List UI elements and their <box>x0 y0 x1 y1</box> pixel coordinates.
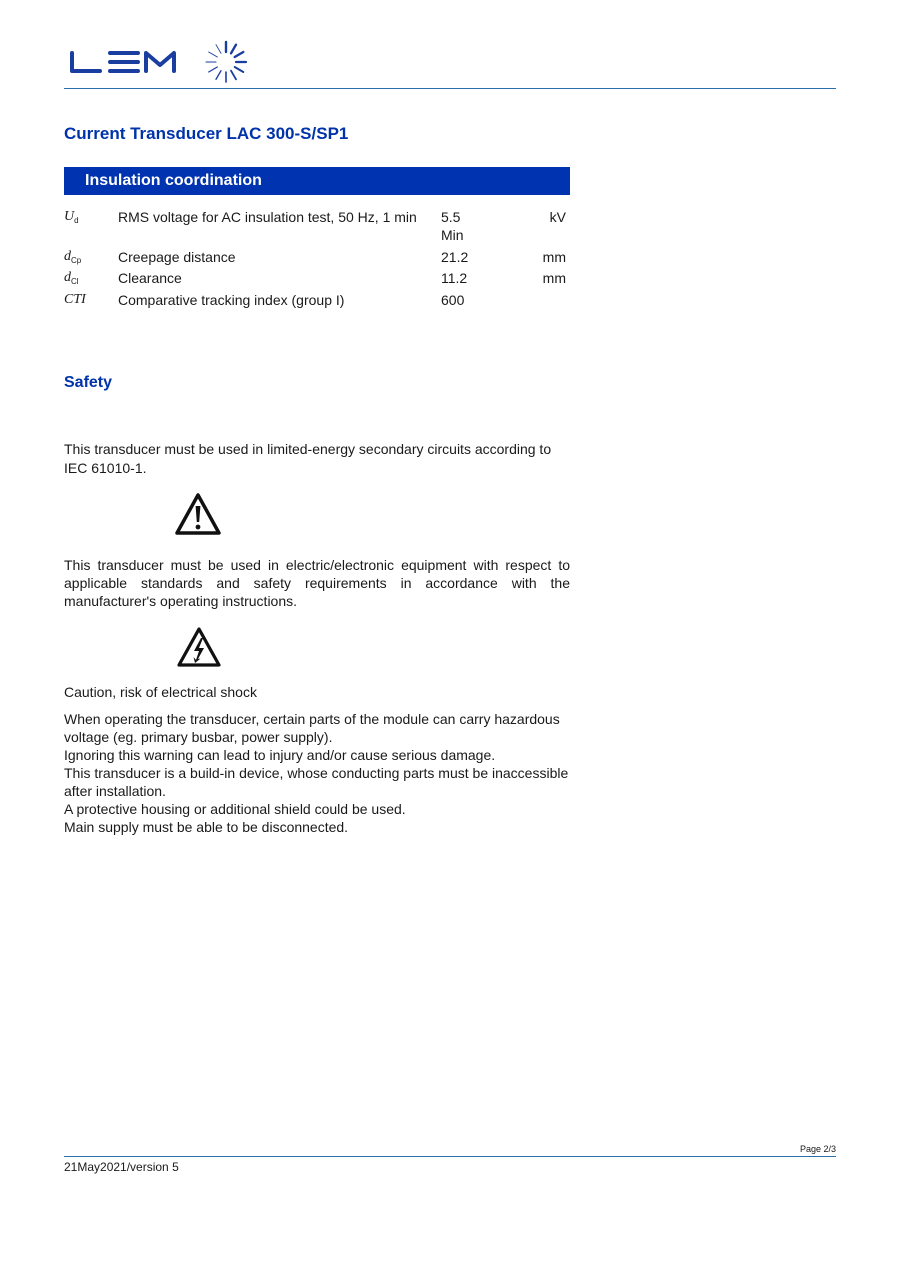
insulation-section-title: Insulation coordination <box>85 172 262 189</box>
header-divider <box>64 88 836 89</box>
safety-paragraph-2: This transducer must be used in electric/electronic equipment with respect to applicable standards and safety requirements in accordance with the manufacturer's operating instructions. <box>64 557 570 609</box>
parameter-description: Comparative tracking index (group I) <box>118 292 345 308</box>
footer-divider <box>64 1156 836 1157</box>
parameter-value: 5.5 <box>441 209 461 225</box>
shock-caption: Caution, risk of electrical shock <box>64 684 257 700</box>
parameter-description: Clearance <box>118 270 182 286</box>
page-number: Page 2/3 <box>799 1144 836 1154</box>
table-row <box>64 269 570 287</box>
insulation-section-header <box>64 167 570 195</box>
instruction-line: Main supply must be able to be disconnected. <box>64 819 349 835</box>
instruction-line: This transducer is a build-in device, whose conducting parts must be inaccessible <box>64 765 569 781</box>
instruction-line: after installation. <box>64 783 166 799</box>
parameter-unit: mm <box>542 270 566 286</box>
parameter-unit: mm <box>542 249 566 265</box>
document-title: Current Transducer LAC 300-S/SP1 <box>64 124 349 143</box>
lem-logo <box>68 40 250 86</box>
parameter-symbol: $d_{Cp}$ <box>64 249 82 265</box>
lem-logo-graphic <box>68 40 250 86</box>
safety-paragraph-1: This transducer must be used in limited-energy secondary circuits according to IEC 61010-1. <box>64 441 552 476</box>
parameter-value: 21.2 <box>441 249 469 265</box>
safety-heading: Safety <box>64 374 113 391</box>
parameter-value-note: Min <box>441 227 464 243</box>
parameter-symbol: CTI <box>64 292 86 307</box>
table-row <box>64 208 570 244</box>
parameter-symbol: $U_d$ <box>64 209 79 225</box>
instruction-line: Ignoring this warning can lead to injury and/or cause serious damage. <box>64 747 496 763</box>
instruction-line: When operating the transducer, certain parts of the module can carry hazardous <box>64 711 560 727</box>
electric-shock-icon <box>176 626 222 668</box>
instruction-line: voltage (eg. primary busbar, power supply). <box>64 729 333 745</box>
parameter-description: RMS voltage for AC insulation test, 50 Hz, 1 min <box>118 209 417 225</box>
instruction-line: A protective housing or additional shield could be used. <box>64 801 406 817</box>
document-date-version: 21May2021/version 5 <box>64 1160 179 1174</box>
safety-instructions <box>64 710 570 836</box>
warning-triangle-icon <box>174 492 222 536</box>
parameter-unit: kV <box>549 209 566 225</box>
parameter-value: 11.2 <box>441 270 468 286</box>
table-row <box>64 291 570 309</box>
parameter-symbol: $d_{Cl}$ <box>64 270 79 286</box>
parameter-description: Creepage distance <box>118 249 236 265</box>
parameter-value: 600 <box>441 292 465 308</box>
table-row <box>64 248 570 266</box>
